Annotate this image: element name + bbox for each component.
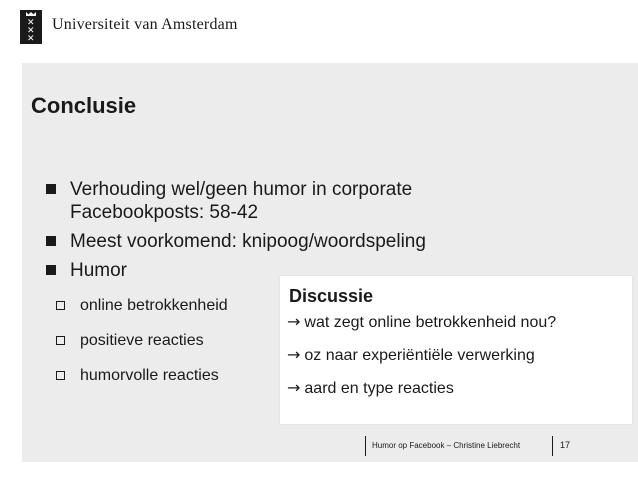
- bullet-text: Meest voorkomend: knipoog/woordspeling: [70, 231, 426, 252]
- footer-text: Humor op Facebook – Christine Liebrecht: [372, 441, 521, 450]
- hollow-square-bullet-icon: [56, 371, 65, 380]
- bullet-item: [46, 178, 516, 224]
- slide-title: Conclusie: [31, 93, 137, 118]
- square-bullet-icon: [46, 184, 56, 194]
- discussion-title: Discussie: [289, 286, 374, 306]
- right-arrow-icon: →: [287, 345, 301, 364]
- hollow-square-bullet-icon: [56, 301, 65, 310]
- discussion-item-text: wat zegt online betrokkenheid nou?: [304, 314, 557, 331]
- university-logo: ✕ ✕ ✕: [20, 10, 42, 44]
- sub-bullet-text: online betrokkenheid: [80, 297, 228, 314]
- organization-name: Universiteit van Amsterdam: [52, 16, 238, 33]
- footer-divider: [365, 436, 366, 456]
- bullet-item: [46, 230, 516, 253]
- bullet-text: Humor: [70, 260, 128, 281]
- crown-icon: [26, 12, 36, 16]
- right-arrow-icon: →: [287, 378, 301, 397]
- discussion-item: [287, 312, 556, 332]
- right-arrow-icon: →: [287, 312, 301, 331]
- sub-bullet-text: positieve reacties: [80, 332, 204, 349]
- discussion-box: [280, 276, 632, 424]
- discussion-item: [287, 345, 535, 365]
- discussion-item-text: oz naar experiëntiële verwerking: [304, 347, 535, 364]
- page-number: 17: [560, 440, 571, 450]
- discussion-item: [287, 378, 454, 398]
- footer-divider: [552, 436, 553, 456]
- footer: [365, 436, 585, 456]
- hollow-square-bullet-icon: [56, 336, 65, 345]
- bullet-text: Verhouding wel/geen humor in corporate Facebookposts: 58-42: [70, 179, 413, 223]
- square-bullet-icon: [46, 236, 56, 246]
- discussion-item-text: aard en type reacties: [304, 380, 454, 397]
- sub-bullet-text: humorvolle reacties: [80, 367, 219, 384]
- square-bullet-icon: [46, 265, 56, 275]
